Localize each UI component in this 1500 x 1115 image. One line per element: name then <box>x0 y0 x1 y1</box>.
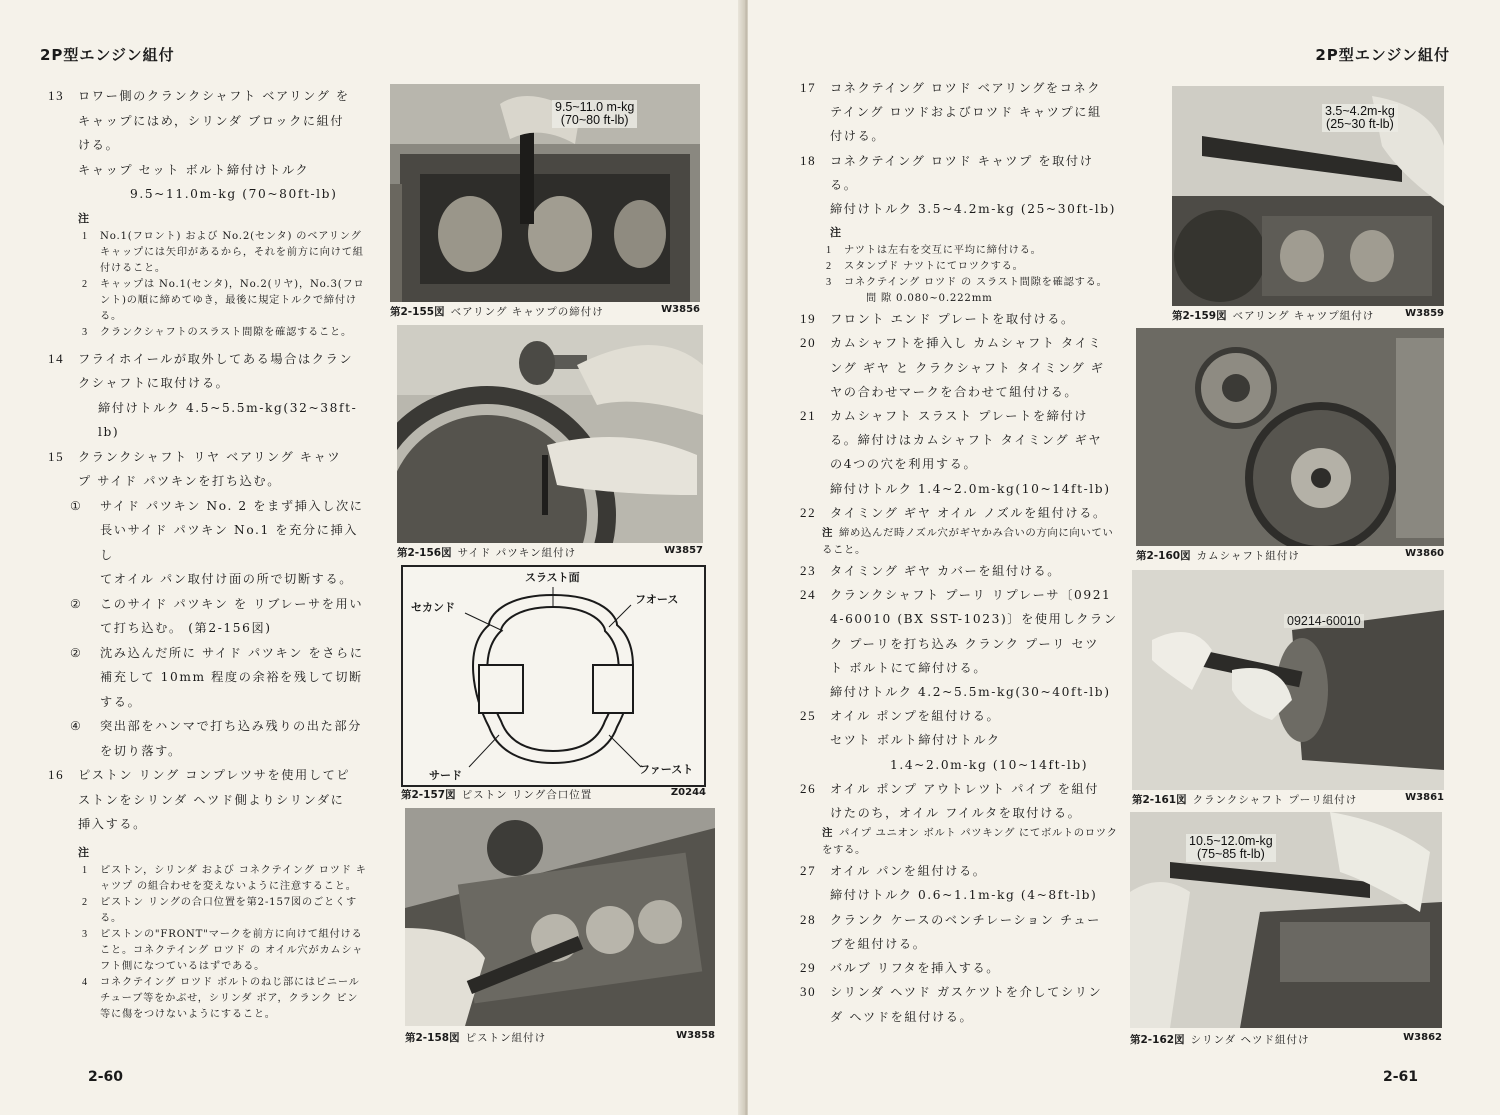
note-text: 締め込んだ時ノズル穴がギヤかみ合いの方向に向いていること。 <box>822 527 1114 557</box>
step-number: 29 <box>800 960 817 976</box>
inline-note <box>800 525 1118 559</box>
figure-code: W3857 <box>664 545 703 556</box>
step-28 <box>800 908 1118 956</box>
substep <box>48 714 370 763</box>
step-line: オイル ポンプを組付ける。 <box>830 709 1001 724</box>
figure-number: 第2-157図 <box>401 789 456 801</box>
note-text: コネクテイング ロツド ボルトのねじ部にはビニール チューブ等をかぶせ，シリンダ ボア，クランク ピン 等に傷をつけないようにすること。 <box>100 976 360 1020</box>
figure-number: 第2-155図 <box>390 306 445 318</box>
step-line: 挿入する。 <box>78 817 147 831</box>
figure-number: 第2-162図 <box>1130 1034 1185 1046</box>
torque-value-imperial: (25~30 ft-lb) <box>1326 117 1394 131</box>
figure-title: カムシャフト組付け <box>1196 550 1300 562</box>
left-page <box>0 0 745 1115</box>
figure-caption <box>401 787 706 802</box>
torque-label <box>1322 104 1398 132</box>
figure-title: ピストン組付け <box>465 1032 547 1044</box>
figure-caption <box>397 545 703 560</box>
step-line: クランクシャフト プーリ リプレーサ〔0921 <box>830 588 1112 603</box>
note-text: ピストンの"FRONT"マークを前方に向けて組付けること。コネクテイング ロツド の オイル穴がカムシャフト側になつているはずである。 <box>100 928 364 972</box>
note-heading: 注 <box>78 211 91 225</box>
note-heading: 注 <box>822 827 833 840</box>
step-line: 付ける。 <box>830 129 886 144</box>
step-17 <box>800 76 1118 149</box>
substep-line: 補充して 10mm 程度の余裕を残して切断 <box>100 670 363 684</box>
figure-code: W3861 <box>1405 792 1444 803</box>
step-line: カムシャフト スラスト プレートを締付け <box>830 409 1089 424</box>
step-line: ストンをシリンダ ヘツド側よりシリンダに <box>78 792 345 807</box>
step-line: ブを組付ける。 <box>830 936 927 951</box>
figure-2-157 <box>401 565 706 803</box>
right-running-header: 2P型エンジン組付 <box>1315 46 1450 64</box>
torque-value-imperial: (75~85 ft-lb) <box>1196 847 1265 861</box>
step-14 <box>48 347 370 445</box>
photo-crank-pulley-install <box>1132 570 1444 790</box>
step-25 <box>800 704 1118 777</box>
step-line: ける。 <box>78 138 120 152</box>
step-line: クランクシャフト リヤ ベアリング キャツ <box>78 449 342 464</box>
step-line: の4つの穴を利用する。 <box>830 457 978 472</box>
step-number: 14 <box>48 350 65 366</box>
step-line: タイミング ギヤ オイル ノズルを組付ける。 <box>830 505 1107 520</box>
right-page-number: 2-61 <box>1382 1069 1418 1085</box>
note-list <box>800 243 1118 307</box>
figure-2-161 <box>1132 570 1444 808</box>
note-number: 1 <box>826 245 832 257</box>
step-line: カムシャフトを挿入し カムシャフト タイミ <box>830 336 1103 351</box>
step-number: 13 <box>48 88 65 103</box>
step-line: ト ボルトにて締付ける。 <box>830 660 988 675</box>
figure-caption <box>1172 308 1444 323</box>
substep-marker: ① <box>70 498 83 513</box>
substep-line: する。 <box>100 694 142 709</box>
step-line: ク プーリを打ち込み クランク プーリ セツ <box>830 636 1100 651</box>
figure-code: W3856 <box>661 304 700 315</box>
step-number: 27 <box>800 863 817 879</box>
torque-spec: 締付けトルク 4.5~5.5m-kg(32~38ft-lb) <box>98 400 358 439</box>
note-heading: 注 <box>830 226 843 240</box>
step-number: 20 <box>800 335 817 351</box>
figure-title: クランクシャフト プーリ組付け <box>1192 794 1358 806</box>
figure-caption <box>405 1030 715 1045</box>
substep-marker: ② <box>70 596 83 611</box>
step-number: 22 <box>800 504 817 520</box>
step-number: 25 <box>800 708 817 724</box>
step-16 <box>48 763 370 837</box>
step-line: フライホイールが取外してある場合はクラン <box>78 351 354 366</box>
step-line: フロント エンド プレートを取付ける。 <box>830 312 1075 327</box>
note-text: クランクシャフトのスラスト間隙を確認すること。 <box>100 326 352 338</box>
step-line: ング ギヤ と クラクシャフト タイミング ギ <box>830 360 1105 375</box>
note-list <box>48 229 370 341</box>
figure-2-162 <box>1130 812 1442 1048</box>
label-thrust-face: スラスト面 <box>525 571 580 584</box>
figure-2-159 <box>1172 86 1444 324</box>
torque-spec: 9.5~11.0m-kg (70~80ft-lb) <box>130 187 338 201</box>
note-number: 3 <box>826 277 832 289</box>
photo-cylinder-head-install <box>1130 812 1442 1028</box>
substep-line: 突出部をハンマで打ち込み残りの出た部分 <box>100 719 362 733</box>
substep-line: 沈み込んだ所に サイド パツキン をさらに <box>100 645 364 660</box>
torque-value: 10.5~12.0m-kg <box>1189 834 1273 848</box>
figure-caption <box>1132 792 1444 807</box>
step-line: キャップ セット ボルト締付けトルク <box>78 162 310 177</box>
torque-spec: 締付けトルク 4.2~5.5m-kg(30~40ft-lb) <box>830 685 1111 700</box>
torque-value: 3.5~4.2m-kg <box>1325 104 1395 118</box>
step-line: る。 <box>830 177 858 192</box>
step-number: 24 <box>800 587 817 603</box>
figure-title: シリンダ ヘツド組付け <box>1190 1034 1310 1046</box>
figure-number: 第2-160図 <box>1136 550 1191 562</box>
torque-value-imperial: (70~80 ft-lb) <box>560 113 629 127</box>
step-22 <box>800 501 1118 525</box>
figure-code: Z0244 <box>670 787 706 798</box>
figure-code: W3859 <box>1405 308 1444 319</box>
step-line: る。締付けはカムシャフト タイミング ギヤ <box>830 433 1103 448</box>
figure-number: 第2-159図 <box>1172 310 1227 322</box>
note-text: パイプ ユニオン ボルト パツキング にてボルトのロツクをする。 <box>822 827 1118 857</box>
torque-label <box>1186 834 1276 862</box>
step-line: クランク ケースのベンチレーション チュー <box>830 912 1101 927</box>
note-text: ピストン，シリンダ および コネクテイング ロツド キャツプ の組合わせを変えないように注意すること。 <box>100 864 367 892</box>
figure-title: サイド パツキン組付け <box>457 547 577 559</box>
step-30 <box>800 980 1118 1028</box>
step-number: 18 <box>800 152 817 168</box>
note-text: スタンプド ナツトにてロツクする。 <box>844 261 1024 273</box>
step-number: 19 <box>800 311 817 327</box>
step-number: 15 <box>48 448 65 464</box>
figure-title: ベアリング キャツプの締付け <box>450 306 604 318</box>
step-number: 30 <box>800 984 817 1000</box>
note-list <box>48 863 370 1023</box>
torque-spec: 締付けトルク 0.6~1.1m-kg (4~8ft-lb) <box>830 888 1098 903</box>
step-24 <box>800 583 1118 704</box>
substep-marker: ④ <box>70 719 83 733</box>
figure-title: ピストン リング合口位置 <box>461 789 593 801</box>
note-number: 2 <box>826 261 832 273</box>
step-number: 28 <box>800 911 817 927</box>
step-line: テイング ロツドおよびロツド キャツプに組 <box>830 105 1102 120</box>
torque-spec: 1.4~2.0m-kg (10~14ft-lb) <box>890 757 1089 772</box>
figure-2-156 <box>397 325 703 561</box>
step-line: タイミング ギヤ カバーを組付ける。 <box>830 564 1062 579</box>
figure-title: ベアリング キャツプ組付け <box>1232 310 1375 322</box>
photo-bearing-cap-tightening <box>390 84 700 302</box>
note-heading: 注 <box>822 527 833 540</box>
figure-2-160 <box>1136 328 1444 564</box>
figure-2-155 <box>390 84 700 320</box>
torque-spec: 締付けトルク 1.4~2.0m-kg(10~14ft-lb) <box>830 481 1111 496</box>
clearance-spec: 間 隙 0.080~0.222mm <box>866 293 993 305</box>
note-number: 2 <box>82 896 88 908</box>
substep <box>48 592 370 641</box>
substep-line: てオイル パン取付け面の所で切断する。 <box>100 572 354 586</box>
label-first: ファースト <box>639 763 694 776</box>
substep <box>48 641 370 715</box>
piston-ring-diagram <box>401 565 706 787</box>
substep-line: このサイド パツキン を リブレーサを用い <box>100 596 364 611</box>
step-21 <box>800 404 1118 501</box>
label-fourth: フオース <box>635 593 679 606</box>
torque-value: 9.5~11.0 m-kg <box>555 100 635 114</box>
step-line: ロワー側のクランクシャフト ベアリング を <box>78 89 350 103</box>
step-line: ヤの合わせマークを合わせて組付ける。 <box>830 384 1079 399</box>
figure-2-158 <box>405 808 715 1046</box>
step-number: 26 <box>800 780 817 796</box>
step-line: セツト ボルト締付けトルク <box>830 733 1001 748</box>
note-number: 3 <box>82 928 88 940</box>
right-text-column <box>800 76 1118 1029</box>
substep-line: を切り落す。 <box>100 743 182 758</box>
step-number: 17 <box>800 80 817 95</box>
step-19 <box>800 307 1118 331</box>
step-line: オイル ポンプ アウトレツト パイプ を組付 <box>830 781 1100 796</box>
step-number: 21 <box>800 408 817 424</box>
substep-line: サイド パツキン No. 2 をまず挿入し次に <box>100 498 364 513</box>
photo-side-packing <box>397 325 703 543</box>
note-text: キャップは No.1(センタ)，No.2(リヤ)，No.3(フロント)の順に締めてゆき，最後に規定トルクで締付ける。 <box>100 278 365 322</box>
note-text: コネクテイング ロツド の スラスト間隙を確認する。 <box>844 277 1108 289</box>
figure-code: W3858 <box>676 1030 715 1041</box>
substep-marker: ② <box>70 645 83 660</box>
left-text-column <box>48 84 370 1023</box>
note-text: ナツトは左右を交互に平均に締付ける。 <box>844 245 1042 257</box>
label-second: セカンド <box>411 601 455 614</box>
tool-part-number: 09214-60010 <box>1284 614 1364 628</box>
step-number: 23 <box>800 563 817 579</box>
figure-caption <box>1136 548 1444 563</box>
substep-line: 長いサイド パツキン No.1 を充分に挿入し <box>100 523 359 562</box>
step-29 <box>800 956 1118 980</box>
step-line: コネクテイング ロツド ベアリングをコネク <box>830 81 1102 95</box>
photo-piston-install <box>405 808 715 1026</box>
figure-code: W3860 <box>1405 548 1444 559</box>
step-line: ピストン リング コンプレツサを使用してピ <box>78 768 351 782</box>
step-26 <box>800 777 1118 825</box>
step-18 <box>800 149 1118 222</box>
substep-line: て打ち込む。 (第2-156図) <box>100 621 272 635</box>
substep <box>48 494 370 592</box>
figure-caption <box>1130 1032 1442 1047</box>
step-line: プ サイド パツキンを打ち込む。 <box>78 474 281 488</box>
step-line: クシャフトに取付ける。 <box>78 376 230 390</box>
label-third: サード <box>429 769 462 782</box>
step-line: キャップにはめ，シリンダ ブロックに組付 <box>78 113 345 128</box>
step-13 <box>48 84 370 207</box>
photo-camshaft-install <box>1136 328 1444 546</box>
note-number: 1 <box>82 230 88 242</box>
figure-number: 第2-161図 <box>1132 794 1187 806</box>
step-20 <box>800 331 1118 404</box>
figure-number: 第2-158図 <box>405 1032 460 1044</box>
note-number: 3 <box>82 326 88 338</box>
step-line: ダ ヘツドを組付ける。 <box>830 1009 974 1024</box>
step-number: 16 <box>48 767 65 782</box>
note-number: 1 <box>82 864 88 876</box>
figure-caption <box>390 304 700 319</box>
step-15 <box>48 445 370 494</box>
figure-code: W3862 <box>1403 1032 1442 1043</box>
photo-bearing-cap-install <box>1172 86 1444 306</box>
note-number: 2 <box>82 278 88 290</box>
left-page-number: 2-60 <box>88 1069 124 1085</box>
torque-label <box>552 100 637 128</box>
step-line: シリンダ ヘツド ガスケツトを介してシリン <box>830 985 1103 1000</box>
step-27 <box>800 859 1118 907</box>
note-text: ピストン リングの合口位置を第2-157図のごとくする。 <box>100 896 357 924</box>
figure-number: 第2-156図 <box>397 547 452 559</box>
note-heading: 注 <box>78 845 91 859</box>
note-text: No.1(フロント) および No.2(センタ) のベアリング キャップには矢印があるから，それを前方に向けて組付けること。 <box>100 230 364 274</box>
left-running-header: 2P型エンジン組付 <box>40 46 175 64</box>
torque-spec: 締付けトルク 3.5~4.2m-kg (25~30ft-lb) <box>830 202 1117 217</box>
step-line: バルブ リフタを挿入する。 <box>830 961 1001 976</box>
step-line: 4-60010 (BX SST-1023)〕を使用しクラン <box>830 612 1118 627</box>
step-line: オイル パンを組付ける。 <box>830 864 987 879</box>
inline-note <box>800 825 1118 859</box>
step-line: けたのち，オイル フイルタを取付ける。 <box>830 806 1082 821</box>
step-line: コネクテイング ロツド キャツプ を取付け <box>830 153 1094 168</box>
note-number: 4 <box>82 976 88 988</box>
step-23 <box>800 559 1118 583</box>
